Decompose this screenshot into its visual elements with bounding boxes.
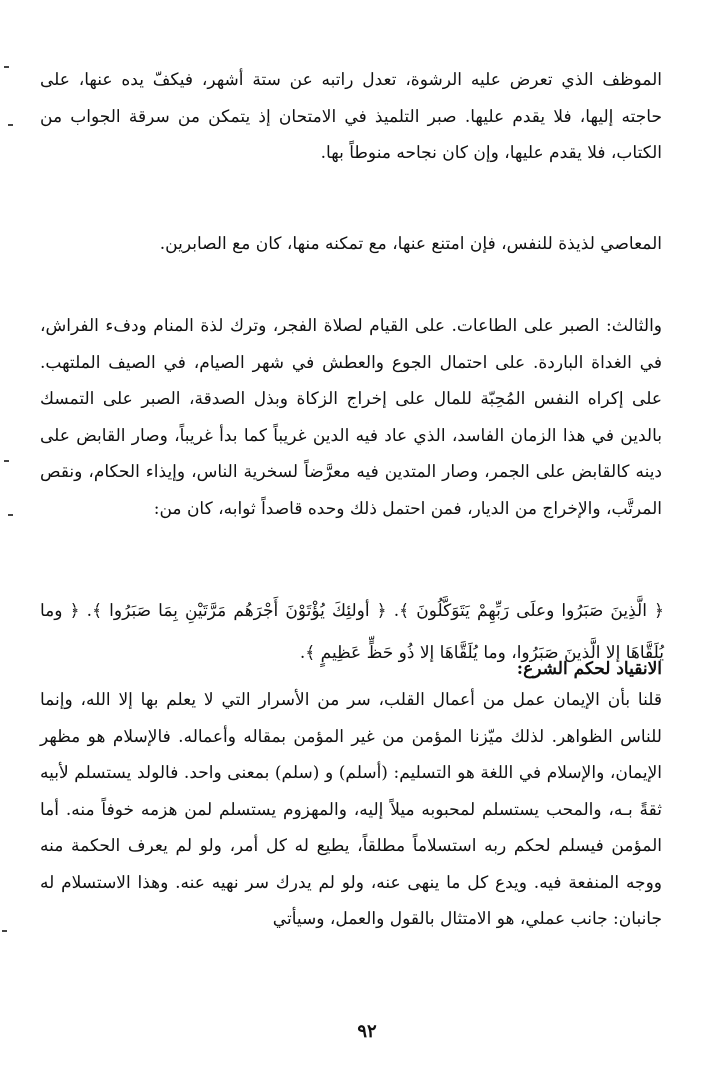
book-page <box>36 50 698 1050</box>
margin-mark <box>4 66 9 68</box>
margin-mark <box>2 930 7 932</box>
margin-mark <box>8 514 13 516</box>
quranic-quote: ﴿ الَّذِينَ صَبَرُوا وعلَى رَبِّهِمْ يَتَوَكَّلُونَ ﴾. ﴿ أولئِكَ يُؤْتَوْنَ أَجْرَهُم مَرَّتَيْنِ بِمَا صَبَرُوا ﴾. ﴿ وما يُلَقَّاهَا إلا الَّذينَ صَبَرُوا، وما يُلَقَّاهَا إلا ذُو حَظٍّ عَظِيمٍ ﴾. <box>40 601 664 663</box>
margin-mark <box>8 124 13 126</box>
paragraph-sins-patience: المعاصي لذيذة للنفس، فإن امتنع عنها، مع تمكنه منها، كان مع الصابرين. <box>159 234 662 254</box>
margin-mark <box>4 460 9 462</box>
paragraph-patience-on-obedience: والثالث: الصبر على الطاعات. على القيام لصلاة الفجر، وترك لذة المنام ودفء الفراش، في الغداة الباردة. على احتمال الجوع والعطش في شهر الصيام، في الصيف الملتهب. على إكراه النفس المُحِبّة للمال على إخراج الزكاة وبذل الصدقة، الصبر على التمسك بالدين في هذا الزمان الفاسد، الذي عاد فيه الدين غريباً كما بدأ غريباً، وصار القابض على دينه كالقابض على الجمر، وصار المتدين فيه معرَّضاً لسخرية الناس، وإيذاء الحكام، ونقص المرتَّب، والإخراج من الديار، فمن احتمل ذلك وحده قاصداً ثوابه، كان من: <box>40 316 662 519</box>
paragraph-bribery-example: الموظف الذي تعرض عليه الرشوة، تعدل راتبه عن ستة أشهر، فيكفّ يده عنها، على حاجته إليها، فلا يقدم عليها. صبر التلميذ في الامتحان إذ يتمكن من سرقة الجواب من الكتاب، فلا يقدم عليها، وإن كان نجاحه منوطاً بها. <box>40 70 662 163</box>
paragraph-submission: قلنا بأن الإيمان عمل من أعمال القلب، سر من الأسرار التي لا يعلم بها إلا الله، وإنما للناس الظواهر. لذلك ميّزنا المؤمن من غير المؤمن بمقاله وأعماله. فالإسلام هو مظهر الإيمان، والإسلام في اللغة هو التسليم: (أسلم) و (سلم) بمعنى واحد. فالولد يستسلم لأبيه ثقةً بـه، والمحب يستسلم لمحبوبه ميلاً إليه، والمهزوم يستسلم لمن هزمه خوفاً منه. أما المؤمن فيسلم لحكم ربه استسلاماً مطلقاً، يطيع له كل أمر، ولو لم يعرف الحكمة منه ووجه المنفعة فيه. ويدع كل ما ينهى عنه، ولو لم يدرك سر نهيه عنه. وهذا الاستسلام له جانبان: جانب عملي، هو الامتثال بالقول والعمل، وسيأتي <box>40 690 662 929</box>
page-number: ٩٢ <box>357 1021 377 1042</box>
section-heading: الانقياد لحكم الشرع: <box>516 659 662 679</box>
